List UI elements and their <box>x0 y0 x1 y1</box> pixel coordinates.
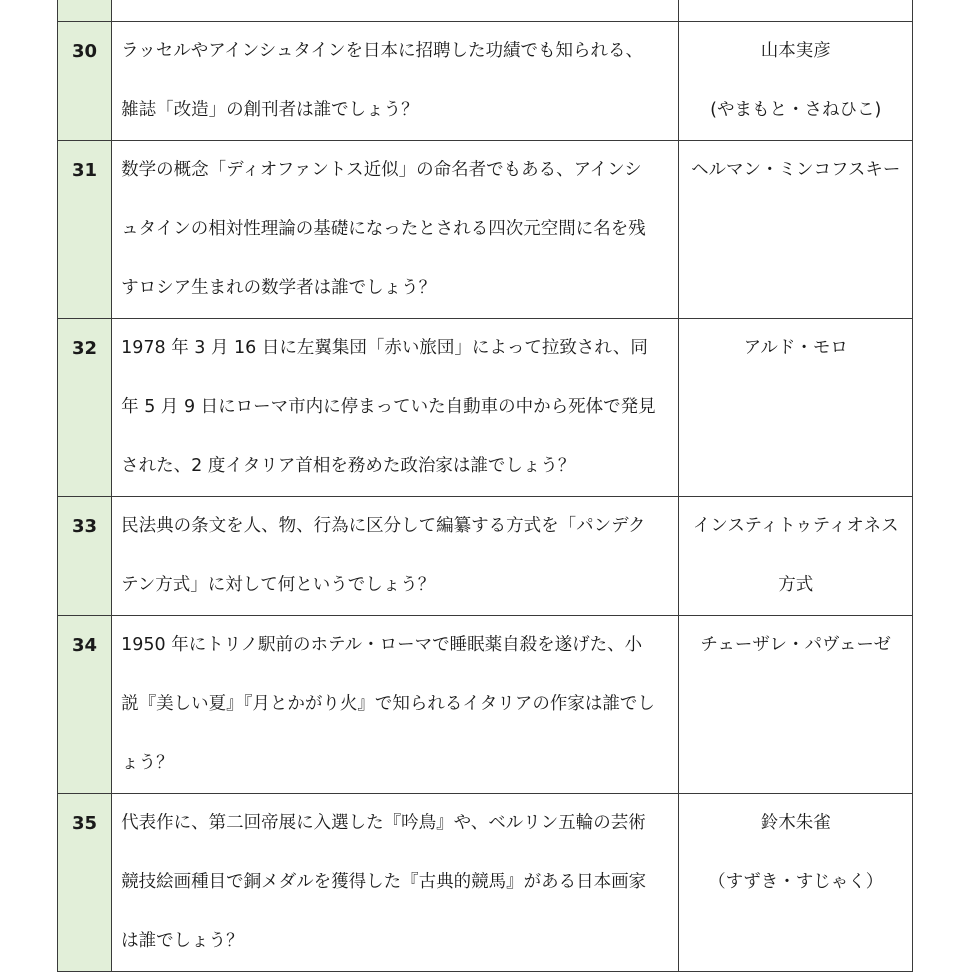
answer-line: インスティトゥティオネス <box>692 516 899 536</box>
table-row <box>58 497 913 616</box>
table-row <box>58 141 913 319</box>
answer-reading: （すずき・すじゃく） <box>708 872 884 892</box>
question-line: は誰でしょう？ <box>121 931 244 951</box>
question-line: 年 5 月 9 日にローマ市内に停まっていた自動車の中から死体で発見 <box>121 397 656 417</box>
question-line: ラッセルやアインシュタインを日本に招聘した功績でも知られる、 <box>121 41 644 61</box>
question-number: 35 <box>58 794 112 972</box>
question-cell <box>112 0 679 22</box>
quiz-table <box>57 0 913 972</box>
question-text <box>112 141 679 319</box>
answer-text <box>679 141 913 319</box>
question-line: 1950 年にトリノ駅前のホテル・ローマで睡眠薬自殺を遂げた、小 <box>121 635 643 655</box>
question-line: 雑誌「改造」の創刊者は誰でしょう？ <box>121 100 419 120</box>
question-line: 数学の概念「ディオファントス近似」の命名者でもある、アインシ <box>121 160 642 180</box>
answer-reading: (やまもと・さねひこ) <box>710 100 882 120</box>
answer-line: チェーザレ・パヴェーゼ <box>700 635 891 655</box>
question-number: 33 <box>58 497 112 616</box>
answer-text <box>679 616 913 794</box>
question-text <box>112 794 679 972</box>
question-line: 民法典の条文を人、物、行為に区分して編纂する方式を「パンデク <box>121 516 646 536</box>
question-text <box>112 319 679 497</box>
answer-text <box>679 794 913 972</box>
answer-text <box>679 497 913 616</box>
question-line: 説『美しい夏』『月とかがり火』で知られるイタリアの作家は誰でし <box>121 694 655 714</box>
table-row <box>58 616 913 794</box>
answer-text <box>679 319 913 497</box>
question-line: された、2 度イタリア首相を務めた政治家は誰でしょう？ <box>121 456 576 476</box>
question-line: 代表作に、第二回帝展に入選した『吟鳥』や、ベルリン五輪の芸術 <box>121 813 646 833</box>
table-row <box>58 319 913 497</box>
question-line: ュタインの相対性理論の基礎になったとされる四次元空間に名を残 <box>121 219 646 239</box>
question-line: すロシア生まれの数学者は誰でしょう？ <box>121 278 437 298</box>
question-line: テン方式」に対して何というでしょう？ <box>121 575 436 595</box>
table-row-partial <box>58 0 913 22</box>
number-cell <box>58 0 112 22</box>
answer-text <box>679 22 913 141</box>
question-line: 1978 年 3 月 16 日に左翼集団「赤い旅団」によって拉致され、同 <box>121 338 648 358</box>
answer-line: 山本実彦 <box>760 41 831 61</box>
question-text <box>112 616 679 794</box>
question-number: 31 <box>58 141 112 319</box>
question-text <box>112 497 679 616</box>
question-line: ょう？ <box>121 753 174 773</box>
answer-cell <box>679 0 913 22</box>
answer-line: ヘルマン・ミンコフスキー <box>691 160 901 180</box>
table-row <box>58 22 913 141</box>
answer-line: 方式 <box>778 575 814 595</box>
question-number: 34 <box>58 616 112 794</box>
answer-line: アルド・モロ <box>743 338 848 358</box>
table-row <box>58 794 913 972</box>
question-line: 競技絵画種目で銅メダルを獲得した『古典的競馬』がある日本画家 <box>121 872 647 892</box>
question-number: 32 <box>58 319 112 497</box>
answer-line: 鈴木朱雀 <box>760 813 831 833</box>
question-number: 30 <box>58 22 112 141</box>
question-text <box>112 22 679 141</box>
